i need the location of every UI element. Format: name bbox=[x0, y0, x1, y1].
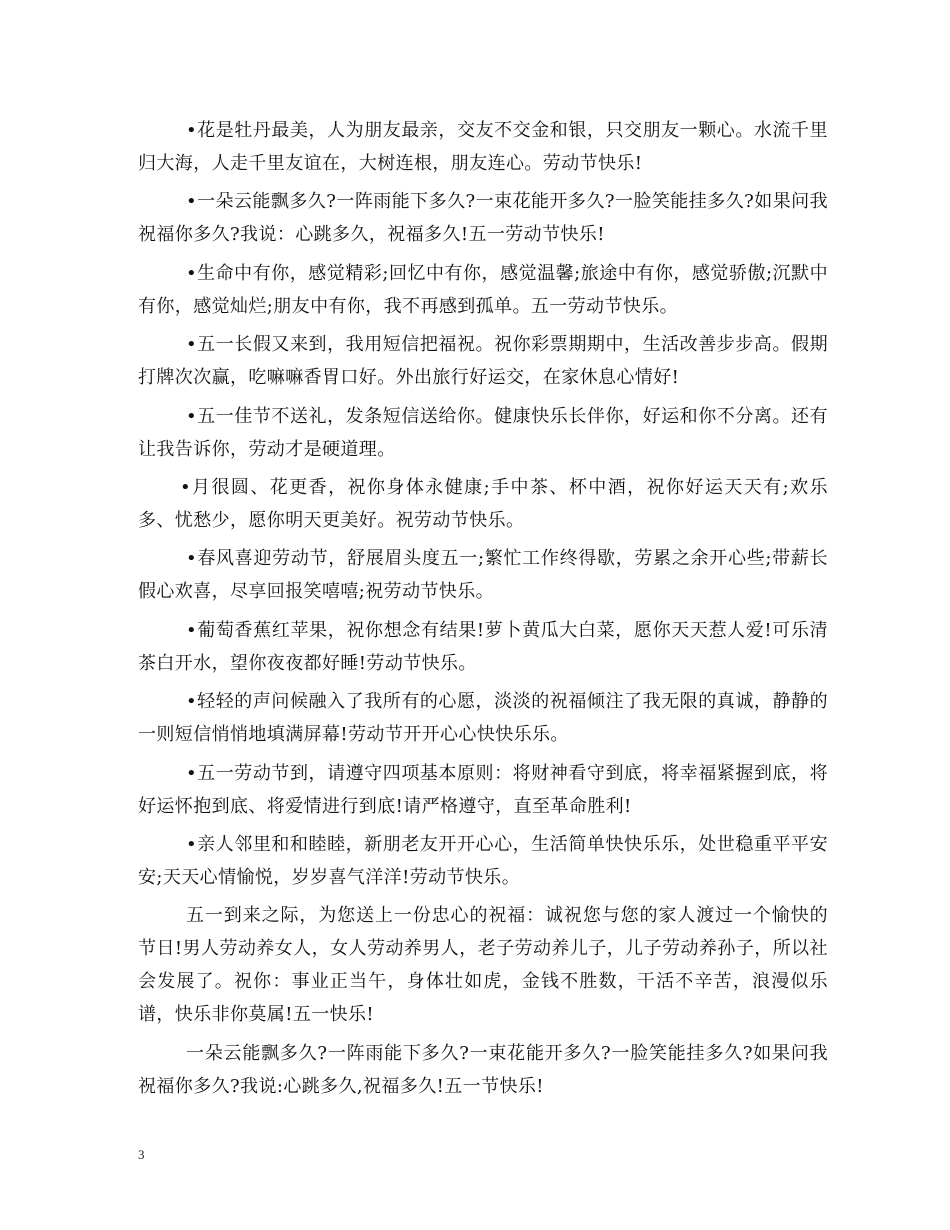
paragraph-9: •轻轻的声问候融入了我所有的心愿，淡淡的祝福倾注了我无限的真诚，静静的一则短信悄悄地填满屏幕!劳动节开开心心快快乐乐。 bbox=[138, 691, 828, 746]
page-number: 3 bbox=[138, 1147, 145, 1162]
paragraph-12: 五一到来之际，为您送上一份忠心的祝福：诚祝您与您的家人渡过一个愉快的节日!男人劳动养女人，女人劳动养男人，老子劳动养儿子，儿子劳动养孙子，所以社会发展了。祝你：事业正当午，身体壮如虎，金钱不胜数，干活不辛苦，浪漫似乐谱，快乐非你莫属!五一快乐! bbox=[138, 905, 828, 1026]
paragraph-4: •五一长假又来到，我用短信把福祝。祝你彩票期期中，生活改善步步高。假期打牌次次赢，吃嘛嘛香胃口好。外出旅行好运交，在家休息心情好! bbox=[138, 334, 828, 389]
paragraph-3: •生命中有你，感觉精彩;回忆中有你，感觉温馨;旅途中有你，感觉骄傲;沉默中有你，感觉灿烂;朋友中有你，我不再感到孤单。五一劳动节快乐。 bbox=[138, 262, 828, 317]
paragraph-7: •春风喜迎劳动节，舒展眉头度五一;繁忙工作终得歇，劳累之余开心些;带薪长假心欢喜，尽享回报笑嘻嘻;祝劳动节快乐。 bbox=[138, 548, 828, 603]
paragraph-6: •月很圆、花更香，祝你身体永健康;手中茶、杯中酒，祝你好运天天有;欢乐多、忧愁少，愿你明天更美好。祝劳动节快乐。 bbox=[138, 476, 828, 531]
paragraph-1: •花是牡丹最美，人为朋友最亲，交友不交金和银，只交朋友一颗心。水流千里归大海，人走千里友谊在，大树连根，朋友连心。劳动节快乐! bbox=[138, 120, 828, 174]
document-body bbox=[138, 114, 828, 1108]
paragraph-11: •亲人邻里和和睦睦，新朋老友开开心心，生活简单快快乐乐，处世稳重平平安安;天天心情愉悦，岁岁喜气洋洋!劳动节快乐。 bbox=[138, 833, 828, 888]
paragraph-10: •五一劳动节到，请遵守四项基本原则：将财神看守到底，将幸福紧握到底，将好运怀抱到底、将爱情进行到底!请严格遵守，直至革命胜利! bbox=[138, 762, 828, 817]
paragraph-2: •一朵云能飘多久?一阵雨能下多久?一束花能开多久?一脸笑能挂多久?如果问我祝福你多久?我说：心跳多久，祝福多久!五一劳动节快乐! bbox=[138, 191, 828, 246]
paragraph-8: •葡萄香蕉红苹果，祝你想念有结果!萝卜黄瓜大白菜，愿你天天惹人爱!可乐清茶白开水，望你夜夜都好睡!劳动节快乐。 bbox=[138, 619, 828, 674]
paragraph-13: 一朵云能飘多久?一阵雨能下多久?一束花能开多久?一脸笑能挂多久?如果问我祝福你多久?我说:心跳多久,祝福多久!五一节快乐! bbox=[138, 1042, 828, 1097]
paragraph-5: •五一佳节不送礼，发条短信送给你。健康快乐长伴你，好运和你不分离。还有让我告诉你，劳动才是硬道理。 bbox=[138, 405, 828, 460]
